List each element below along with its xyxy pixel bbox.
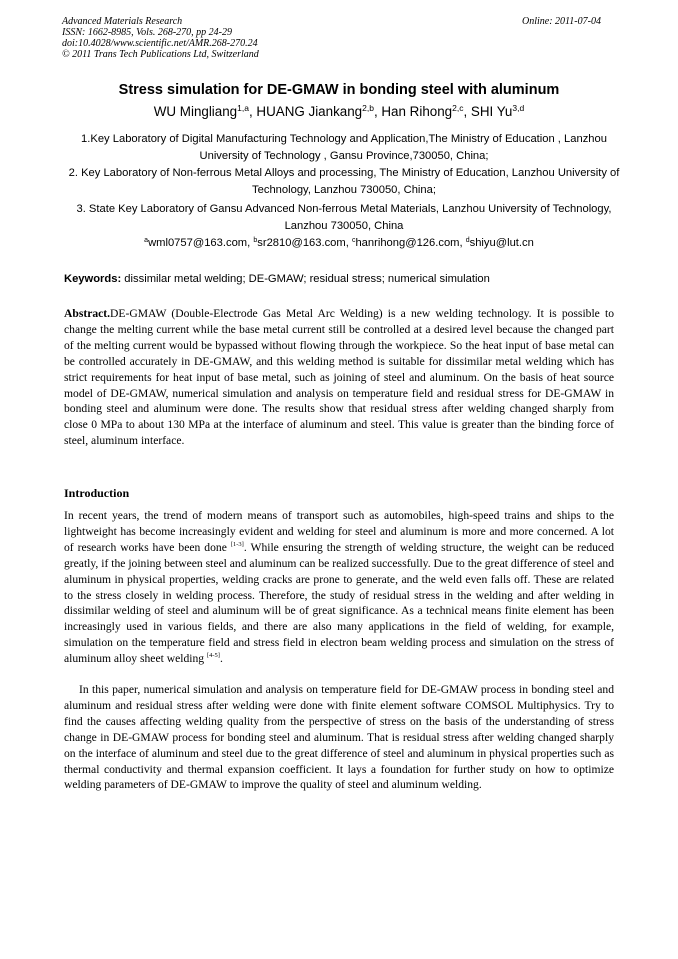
email-list (40, 235, 638, 251)
intro-text-part: . While ensuring the strength of welding structure, the weight can be reduced greatly, if the joining between steel and aluminum can be realized successfully. Due to the great difference of steel and aluminum in physical properties, welding cracks are prone to generate, and the weld even falls off. These are related to the stress closely in welding process. Therefore, the study of residual stress in the welding and after welding in dissimilar welding of steel and aluminum will be of great significance. As a technical means finite element has been increasingly used in various fields, and there are also many applications in the field of welding, for example, simulation on the temperature field and stress field in electron beam welding process and simulation on the stress of aluminum alloy sheet welding (64, 540, 614, 666)
copyright-line: © 2011 Trans Tech Publications Ltd, Switzerland (62, 49, 259, 60)
keywords-text: dissimilar metal welding; DE-GMAW; residual stress; numerical simulation (121, 273, 490, 285)
intro-text-part: . (219, 652, 223, 666)
author-affiliation-mark: 2,c (452, 103, 464, 113)
issn-line: ISSN: 1662-8985, Vols. 268-270, pp 24-29 (62, 27, 232, 38)
author-affiliation-mark: 1,a (237, 103, 249, 113)
author (154, 104, 257, 119)
affiliation-2: 2. Key Laboratory of Non-ferrous Metal Alloys and processing, The Ministry of Education, Lanzhou University of Technology, Lanzhou 730050, China; (68, 167, 620, 196)
introduction-heading: Introduction (64, 486, 130, 500)
author-name: Han Rihong (381, 104, 453, 119)
affiliation-3: 3. State Key Laboratory of Gansu Advanced Non-ferrous Metal Materials, Lanzhou University of Technology, Lanzhou 730050, China (76, 203, 612, 232)
email-address[interactable]: wml0757@163.com (148, 237, 248, 249)
email-entry (352, 237, 466, 249)
author-name: WU Mingliang (153, 104, 238, 119)
email-mark: c (351, 237, 356, 244)
journal-header (62, 16, 259, 60)
author-affiliation-mark: 2,b (362, 103, 374, 113)
keywords-label: Keywords: (64, 273, 122, 285)
author-affiliation-mark: 3,d (512, 103, 525, 113)
author (381, 104, 471, 119)
email-entry (466, 237, 534, 249)
author (256, 104, 381, 119)
email-mark: b (253, 237, 258, 244)
author-separator: , (248, 104, 257, 119)
paper-title: Stress simulation for DE-GMAW in bonding steel with aluminum (118, 82, 560, 98)
online-date: Online: 2011-07-04 (522, 16, 601, 27)
email-address[interactable]: shiyu@lut.cn (469, 237, 534, 249)
author-separator: , (463, 104, 471, 119)
abstract-paragraph (64, 306, 614, 449)
doi-line: doi:10.4028/www.scientific.net/AMR.268-270.24 (62, 38, 258, 49)
email-separator: , (247, 237, 254, 249)
email-mark: a (144, 237, 149, 244)
author-separator: , (373, 104, 382, 119)
author-name: SHI Yu (470, 104, 513, 119)
journal-name: Advanced Materials Research (62, 16, 183, 27)
affiliation-1: 1.Key Laboratory of Digital Manufacturing Technology and Application,The Ministry of Education , Lanzhou University of Technology , Gansu Province,730050, China; (81, 133, 607, 162)
author-list (40, 103, 638, 121)
abstract-text: DE-GMAW (Double-Electrode Gas Metal Arc Welding) is a new welding technology. It is possible to change the melting current while the base metal current still be controlled at a desired level because the changed part of the melting current would be bypassed without flowing through the workpiece. So the heat input of base metal can be controlled accurately in DE-GMAW, and this welding method is suitable for dissimilar metal welding which has strict requirements for heat input of base metal, such as joining of steel and aluminum. On the basis of heat source model of DE-GMAW, numerical simulation and analysis on temperature field and residual stress for DE-GMAW in bonding steel and aluminum were done. The results show that residual stress after welding changed sharply from close 0 MPa to about 130 MPa at the interface of aluminum and steel. This value is greater than the binding force of steel, aluminum interface. (64, 307, 614, 448)
email-entry (144, 237, 253, 249)
keywords-line (64, 271, 624, 287)
author-name: HUANG Jiankang (256, 104, 363, 119)
email-separator: , (345, 237, 352, 249)
email-entry (253, 237, 352, 249)
email-address[interactable]: hanrihong@126.com (355, 237, 460, 249)
citation-ref: [4-5] (206, 652, 220, 660)
citation-ref: [1-3] (230, 540, 244, 548)
author (471, 104, 524, 119)
introduction-paragraph-2: In this paper, numerical simulation and analysis on temperature field for DE-GMAW process in bonding steel and aluminum and residual stress after welding were done with finite element software COMSOL Multiphysics. Try to find the causes affecting welding quality from the perspective of stress on the basis of the understanding of stress change in DE-GMAW process for bonding steel and aluminum. That is residual stress after welding changed sharply on the interface of aluminum and steel due to the great difference of steel and aluminum in physical properties such as thermal conductivity and thermal expansion coefficient. It lays a foundation for further study on how to optimize welding parameters of DE-GMAW to improve the quality of steel and aluminum welding. (64, 683, 614, 792)
abstract-label: Abstract. (64, 307, 111, 320)
intro-text-part: In recent years, the trend of modern means of transport such as automobiles, high-speed trains and ships to the lightweight has become increasingly evident and welding for steel and aluminum is more and more concerned. A lot of research works have been done (64, 509, 614, 554)
introduction-paragraph-1 (64, 508, 614, 667)
email-mark: d (465, 237, 470, 244)
email-address[interactable]: sr2810@163.com (257, 237, 346, 249)
email-separator: , (459, 237, 466, 249)
